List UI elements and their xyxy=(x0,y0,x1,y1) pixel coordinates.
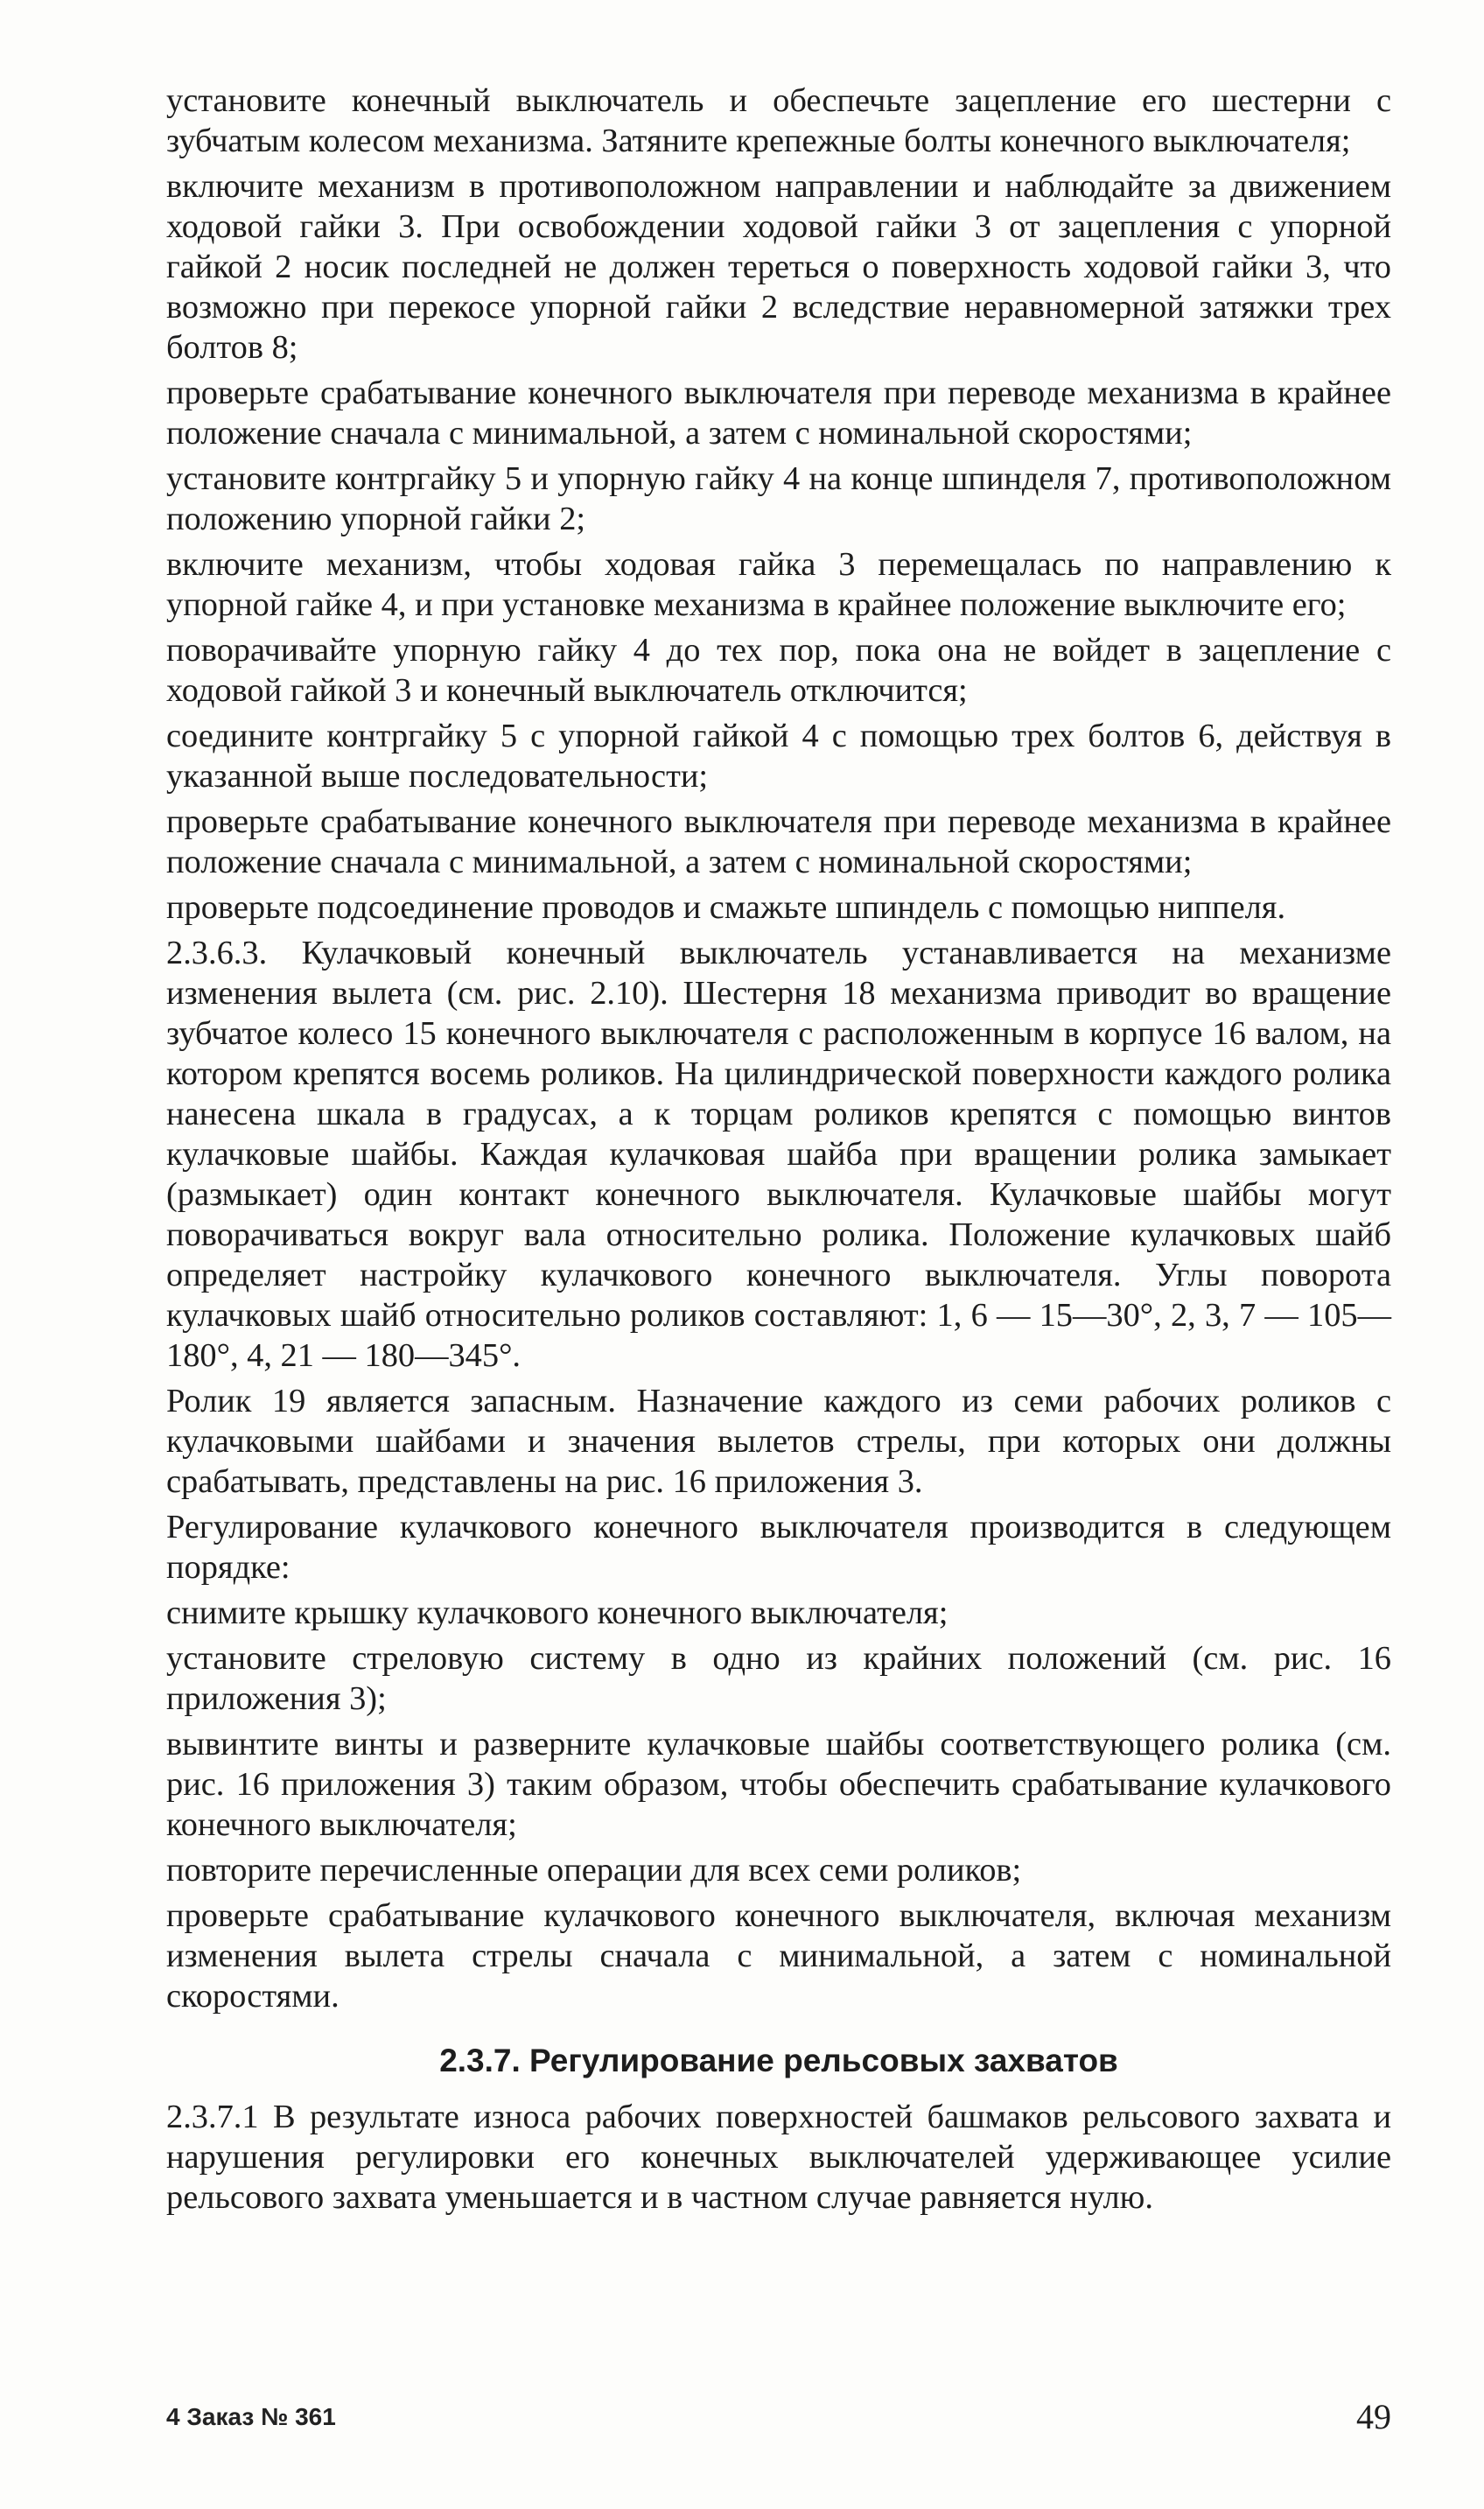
paragraph: проверьте срабатывание конечного выключателя при переводе механизма в крайнее положение сначала с минимальной, а затем с номинальной скоростями; xyxy=(166,375,1391,452)
page-number: 49 xyxy=(1356,2397,1391,2436)
printer-signature: 4 Заказ № 361 xyxy=(166,2403,336,2430)
paragraph: снимите крышку кулачкового конечного выключателя; xyxy=(166,1594,948,1631)
paragraph: повторите перечисленные операции для всех семи роликов; xyxy=(166,1852,1022,1889)
paragraph: установите стреловую систему в одно из крайних положений (см. рис. 16 приложения 3); xyxy=(166,1640,1391,1717)
paragraph: проверьте срабатывание конечного выключателя при переводе механизма в крайнее положение сначала с минимальной, а затем с номинальной скоростями; xyxy=(166,803,1391,880)
paragraph: проверьте срабатывание кулачкового конечного выключателя, включая механизм изменения вылета стрелы сначала с минимальной, а затем с номинальной скоростями. xyxy=(166,1897,1391,2015)
paragraph: вывинтите винты и разверните кулачковые шайбы соответствующего ролика (см. рис. 16 приложения 3) таким образом, чтобы обеспечить срабатывание кулачкового конечного выключателя; xyxy=(166,1726,1391,1843)
paragraph: установите контргайку 5 и упорную гайку 4 на конце шпинделя 7, противоположном положению упорной гайки 2; xyxy=(166,460,1391,537)
paragraph: установите конечный выключатель и обеспечьте зацепление его шестерни с зубчатым колесом механизма. Затяните крепежные болты конечного выключателя; xyxy=(166,82,1391,159)
paragraph: проверьте подсоединение проводов и смажьте шпиндель с помощью ниппеля. xyxy=(166,889,1286,926)
paragraph: Регулирование кулачкового конечного выключателя производится в следующем порядке: xyxy=(166,1509,1391,1586)
closing-paragraph: 2.3.7.1 В результате износа рабочих поверхностей башмаков рельсового захвата и нарушения регулировки его конечных выключателей удерживающее усилие рельсового захвата уменьшается и в частном случае равняется нулю. xyxy=(166,2099,1391,2216)
paragraph: включите механизм, чтобы ходовая гайка 3 перемещалась по направлению к упорной гайке 4, и при установке механизма в крайнее положение выключите его; xyxy=(166,546,1391,623)
paragraph: поворачивайте упорную гайку 4 до тех пор, пока она не войдет в зацепление с ходовой гайкой 3 и конечный выключатель отключится; xyxy=(166,632,1391,709)
paragraph: соедините контргайку 5 с упорной гайкой 4 с помощью трех болтов 6, действуя в указанной выше последовательности; xyxy=(166,718,1391,795)
page-footer xyxy=(166,2396,1391,2440)
paragraph: Ролик 19 является запасным. Назначение каждого из семи рабочих роликов с кулачковыми шайбами и значения вылетов стрелы, при которых они должны срабатывать, представлены на рис. 16 приложения 3. xyxy=(166,1383,1391,1500)
paragraph: 2.3.6.3. Кулачковый конечный выключатель устанавливается на механизме изменения вылета (см. рис. 2.10). Шестерня 18 механизма приводит во вращение зубчатое колесо 15 конечного выключателя с расположенным в корпусе 16 валом, на котором крепятся восемь роликов. На цилиндрической поверхности каждого ролика нанесена шкала в градусах, а к торцам роликов крепятся с помощью винтов кулачковые шайбы. Каждая кулачковая шайба при вращении ролика замыкает (размыкает) один контакт конечного выключателя. Кулачковые шайбы могут поворачиваться вокруг вала относительно ролика. Положение кулачковых шайб определяет настройку кулачкового конечного выключателя. Углы поворота кулачковых шайб относительно роликов составляют: 1, 6 — 15—30°, 2, 3, 7 — 105—180°, 4, 21 — 180—345°. xyxy=(166,935,1391,1374)
body-text xyxy=(166,81,1391,2223)
paragraph: включите механизм в противоположном направлении и наблюдайте за движением ходовой гайки 3. При освобождении ходовой гайки 3 от зацепления с упорной гайкой 2 носик последней не должен тереться о поверхность ходовой гайки 3, что возможно при перекосе упорной гайки 2 вследствие неравномерной затяжки трех болтов 8; xyxy=(166,168,1391,366)
section-heading: 2.3.7. Регулирование рельсовых захватов xyxy=(439,2043,1118,2078)
